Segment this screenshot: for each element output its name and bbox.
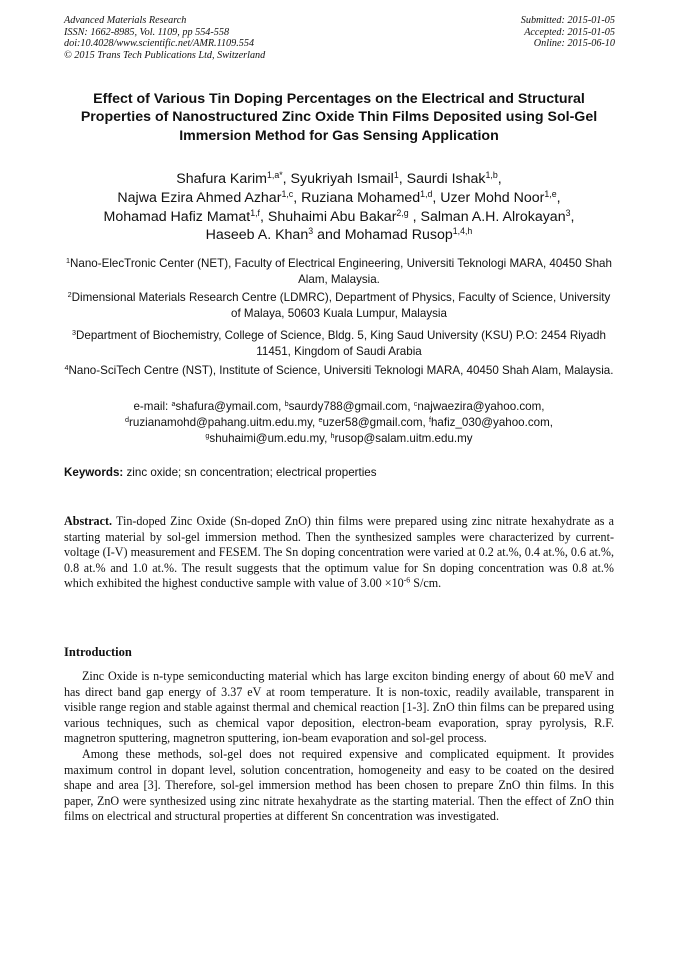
email-separator: , — [278, 400, 285, 413]
author-affiliation-marker: 1,f — [250, 207, 260, 218]
author-affiliation-marker: 1,c — [281, 188, 294, 199]
affiliation-3-marker: 3 — [72, 328, 77, 338]
journal-header-right — [521, 15, 615, 50]
email-marker: c — [413, 399, 418, 409]
author-name: Saurdi Ishak — [406, 171, 486, 187]
email-marker: d — [125, 415, 130, 425]
author-separator: , — [408, 208, 421, 225]
author-separator: , — [497, 171, 502, 187]
paper-title: Effect of Various Tin Doping Percentages on the Electrical and Structural Properties of Nanostructured Zinc Oxide Thin Films Deposited using Sol-Gel Immersion Method for Gas Sensing Application — [80, 91, 598, 144]
author-separator: , — [398, 171, 407, 187]
affiliation-4-marker: 4 — [64, 363, 69, 373]
author-affiliation-marker: 3 — [308, 226, 314, 237]
email-marker: a — [171, 399, 176, 409]
affiliation-1 — [64, 256, 614, 288]
journal-header-left — [64, 15, 265, 61]
abstract-label: Abstract. — [64, 514, 113, 528]
author-separator: and — [313, 227, 345, 244]
author-separator: , — [293, 189, 302, 206]
author-separator: , — [570, 208, 575, 225]
author-separator: , — [556, 189, 561, 206]
email-address: shuhaimi@um.edu.my — [209, 432, 325, 446]
author-name: Ruziana Mohamed — [301, 189, 421, 206]
email-separator: , — [407, 400, 414, 413]
email-address: ruzianamohd@pahang.uitm.edu.my — [129, 416, 313, 430]
affiliation-2-text: Dimensional Materials Research Centre (LDMRC), Department of Physics, Faculty of Science, University of Malaya, 50603 Kuala Lumpur, Malaysia — [71, 291, 611, 321]
author-name: Najwa Ezira Ahmed Azhar — [117, 189, 282, 206]
email-marker: f — [428, 415, 431, 425]
section-title-introduction: Introduction — [64, 645, 132, 659]
author-name: Syukriyah Ismail — [290, 171, 394, 187]
affiliation-1-marker: 1 — [66, 256, 71, 266]
author-affiliation-marker: 1 — [393, 170, 399, 181]
intro-paragraph-2: Among these methods, sol-gel does not required expensive and complicated equipment. It provides maximum control in dopant level, solution concentration, homogeneity and easy to be coated on the desired shape and area [3]. Therefore, sol-gel immersion method has been chosen to prepare ZnO thin films. In this paper, ZnO were synthesized using zinc nitrate hexahydrate as the starting material. Then the effect of ZnO thin films on electrical and structural properties at different Sn concentration was investigated. — [64, 746, 614, 824]
journal-name: Advanced Materials Research — [64, 15, 187, 26]
affiliation-2 — [64, 290, 614, 322]
author-name: Uzer Mohd Noor — [440, 189, 545, 206]
author-affiliation-marker: 3 — [565, 207, 571, 218]
introduction-body — [64, 669, 614, 825]
affiliation-2-marker: 2 — [67, 290, 72, 300]
author-name: Mohamad Hafiz Mamat — [103, 208, 251, 225]
email-address: rusop@salam.uitm.edu.my — [334, 432, 473, 446]
intro-paragraph-1: Zinc Oxide is n-type semiconducting material which has large exciton binding energy of about 60 meV and has direct band gap energy of 3.37 eV at room temperature. It is non-toxic, readily available, transparent in visible range region and stable against thermal and chemical reaction [1-3]. ZnO thin films can be prepared using various techniques, such as chemical vapor deposition, electron-beam evaporation, spray pyrolysis, R.F. magnetron sputtering, magnetron sputtering, ion-beam evaporation and sol-gel process. — [64, 669, 614, 746]
author-affiliation-marker: 1,b — [485, 170, 498, 181]
email-marker: b — [284, 399, 289, 409]
email-address: hafiz_030@yahoo.com, — [430, 416, 553, 430]
keywords — [64, 465, 614, 481]
email-marker: g — [205, 431, 210, 441]
author-list — [60, 170, 618, 245]
affiliation-4-text: Nano-SciTech Centre (NST), Institute of Science, Universiti Teknologi MARA, 40450 Shah Alam, Malaysia. — [68, 364, 614, 377]
email-address: najwaezira@yahoo.com, — [417, 400, 545, 413]
author-affiliation-marker: 1,e — [544, 188, 557, 199]
affiliation-3-text: Department of Biochemistry, College of Science, Bldg. 5, King Saud University (KSU) P.O: 2454 Riyadh 11451, Kingdom of Saudi Arabia — [76, 329, 606, 359]
email-separator: , — [422, 416, 429, 430]
email-address: uzer58@gmail.com — [322, 416, 423, 430]
submitted-date: Submitted: 2015-01-05 — [520, 15, 615, 26]
author-affiliation-marker: 1,4,h — [452, 226, 473, 237]
author-name: Salman A.H. Alrokayan — [420, 208, 566, 225]
abstract-unit: S/cm. — [410, 576, 442, 591]
author-name: Shafura Karim — [176, 171, 267, 187]
email-separator: , — [324, 432, 331, 446]
affiliation-4 — [64, 363, 614, 379]
affiliation-1-text: Nano-ElecTronic Center (NET), Faculty of Electrical Engineering, Universiti Teknologi MARA, 40450 Shah Alam, Malaysia. — [70, 257, 612, 287]
author-affiliation-marker: 2,g — [396, 207, 409, 218]
accepted-date: Accepted: 2015-01-05 — [524, 26, 615, 38]
email-address: saurdy788@gmail.com — [288, 400, 408, 413]
email-address: shafura@ymail.com — [175, 400, 279, 413]
affiliation-3 — [64, 328, 614, 360]
abstract-exponent: -6 — [403, 575, 411, 585]
online-date: Online: 2015-06-10 — [533, 38, 615, 50]
issn-line: ISSN: 1662-8985, Vol. 1109, pp 554-558 — [64, 26, 230, 38]
author-name: Haseeb A. Khan — [205, 227, 309, 244]
copyright-line: © 2015 Trans Tech Publications Ltd, Switzerland — [64, 49, 266, 61]
author-name: Mohamad Rusop — [344, 227, 453, 244]
email-marker: h — [330, 431, 335, 441]
author-separator: , — [432, 189, 441, 206]
email-list — [64, 399, 614, 448]
doi-line: doi:10.4028/www.scientific.net/AMR.1109.554 — [64, 38, 255, 50]
keywords-label: Keywords: — [64, 466, 124, 479]
author-affiliation-marker: 1,d — [420, 188, 433, 199]
email-separator: , — [312, 416, 319, 430]
author-separator: , — [282, 171, 291, 187]
abstract-text: Tin-doped Zinc Oxide (Sn-doped ZnO) thin films were prepared using zinc nitrate hexahydrate as a starting material by sol-gel immersion method. Then the synthesized samples were characterized by current-voltage (I-V) measurement and FESEM. The Sn doping concentration were varied at 0.2 at.%, 0.4 at.%, 0.6 at.%, 0.8 at.% and 1.0 at.%. The result suggests that the optimum value for Sn doping concentration was 0.8 at.% which exhibited the highest conductive sample with value of 3.00 ×10 — [64, 514, 614, 591]
abstract — [64, 514, 614, 592]
author-affiliation-marker: 1,a* — [266, 170, 283, 181]
keywords-text: zinc oxide; sn concentration; electrical properties — [123, 466, 377, 479]
email-marker: e — [318, 415, 323, 425]
email-label: e-mail: — [133, 400, 172, 413]
author-name: Shuhaimi Abu Bakar — [267, 208, 397, 225]
author-separator: , — [259, 208, 268, 225]
